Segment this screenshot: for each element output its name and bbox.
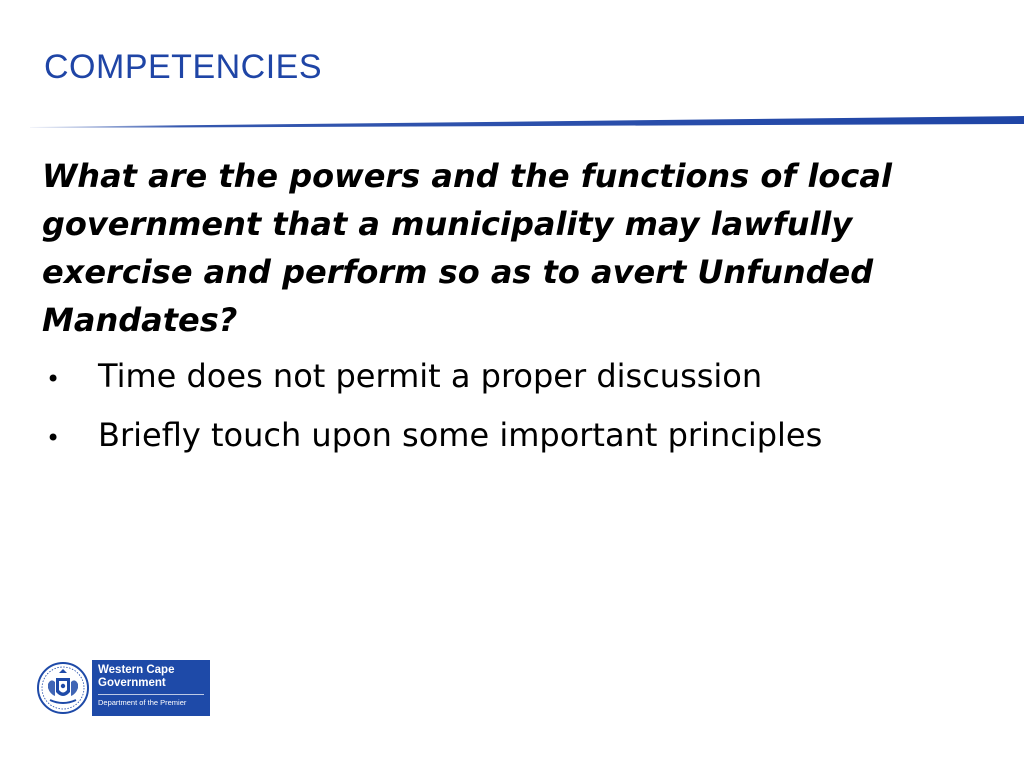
logo-text-panel bbox=[92, 660, 210, 716]
slide-title: COMPETENCIES bbox=[44, 48, 323, 86]
slide-question: What are the powers and the functions of local government that a municipality may lawfully exercise and perform so as to avert Unfunded Mandates? bbox=[42, 157, 892, 339]
bullet-text: Time does not permit a proper discussion bbox=[98, 357, 763, 395]
bullet-marker: • bbox=[46, 365, 61, 393]
western-cape-government-logo bbox=[34, 660, 210, 716]
logo-name-line1: Western Cape bbox=[98, 664, 175, 676]
logo-department: Department of the Premier bbox=[98, 698, 187, 707]
title-underline-rule bbox=[0, 112, 1024, 130]
bullet-text: Briefly touch upon some important principles bbox=[98, 416, 823, 454]
logo-divider bbox=[98, 694, 204, 695]
bullet-item-2 bbox=[42, 407, 1002, 466]
coat-of-arms-icon bbox=[34, 660, 92, 716]
bullet-marker: • bbox=[46, 424, 61, 452]
bullet-list bbox=[42, 348, 1002, 466]
bullet-item-1 bbox=[42, 348, 1002, 407]
logo-name-line2: Government bbox=[98, 677, 166, 689]
